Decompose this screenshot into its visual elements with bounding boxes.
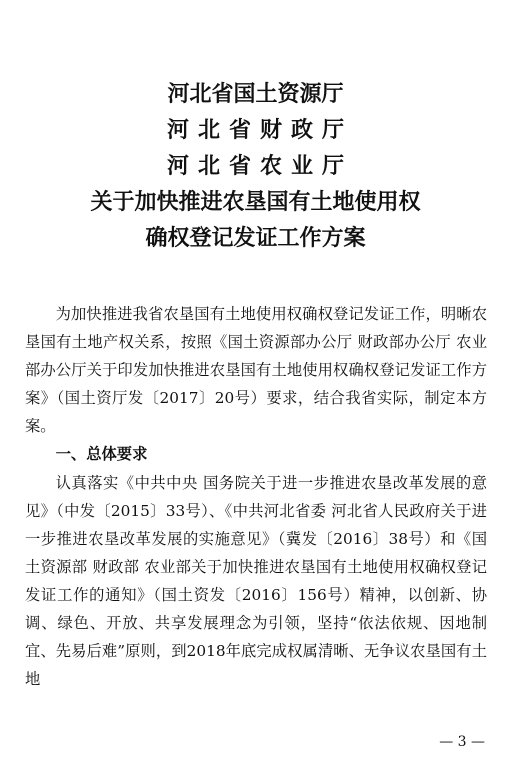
page-number: — 3 — [439,734,485,750]
document-title [0,76,511,256]
section-heading-general-requirements: 一、总体要求 [55,445,148,464]
title-issuer-finance-department: 河北省财政厅 [166,117,353,143]
document-body [25,300,487,693]
section-paragraph: 认真落实《中共中央 国务院关于进一步推进农垦改革发展的意见》（中发〔2015〕33号）、《中共河北省委 河北省人民政府关于进一步推进农垦改革发展的实施意见》（冀发〔2016〕38号）和《国土资源部 财政部 农业部关于加快推进农垦国有土地使用权确权登记发证工作的通知》（国土资发〔2016〕156号）精神，以创新、协调、绿色、开放、共享发展理念为引领，坚持“依法依规、因地制宜、先易后难”原则，到2018年底完成权属清晰、无争议农垦国有土地 [25,473,487,689]
intro-paragraph: 为加快推进我省农垦国有土地使用权确权登记发证工作，明晰农垦国有土地产权关系，按照《国土资源部办公厅 财政部办公厅 农业部办公厅关于印发加快推进农垦国有土地使用权确权登记发证工作方案》（国土资厅发〔2017〕20号）要求，结合我省实际，制定本方案。 [25,305,487,436]
title-issuer-land-department: 河北省国土资源厅 [167,81,344,107]
title-subject-line-2: 确权登记发证工作方案 [145,225,366,251]
title-subject-line-1: 关于加快推进农垦国有土地使用权 [90,189,421,215]
title-issuer-agriculture-department: 河北省农业厅 [166,153,353,179]
